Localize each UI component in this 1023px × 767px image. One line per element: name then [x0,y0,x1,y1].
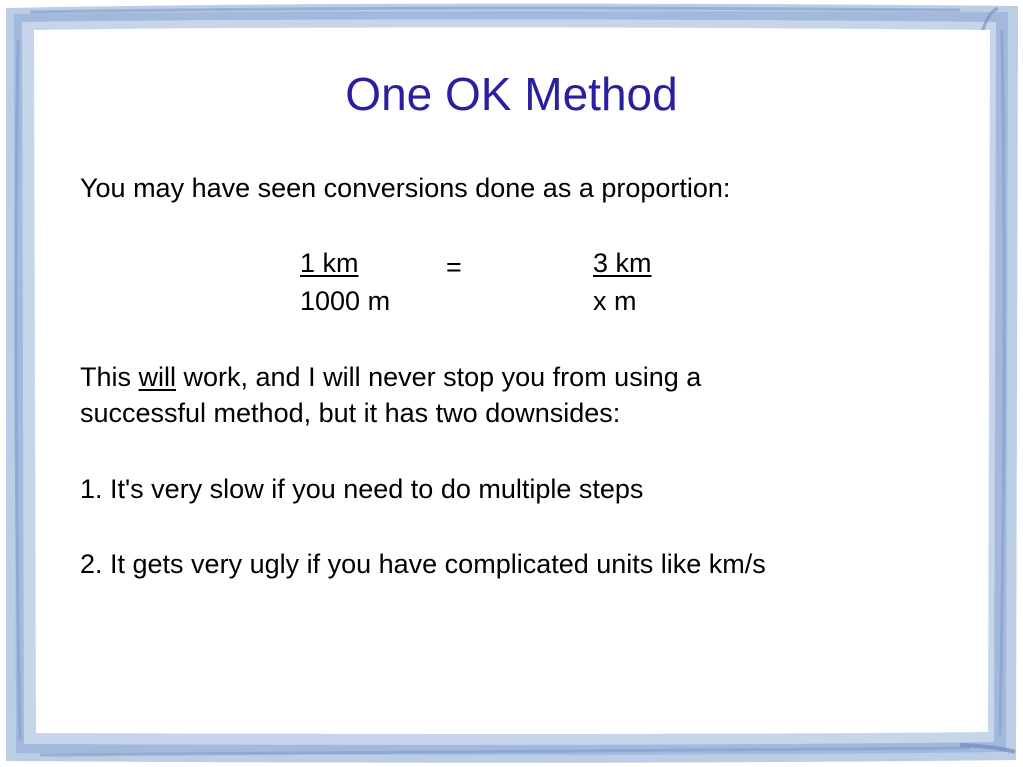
slide-title: One OK Method [345,68,678,120]
downside-point-2: 2. It gets very ugly if you have complicated units like km/s [80,549,766,579]
statement-part-1: This [80,362,139,392]
intro-text: You may have seen conversions done as a proportion: [80,173,731,203]
downside-point-1: 1. It's very slow if you need to do multiple steps [80,474,644,504]
statement-emphasis: will [138,362,177,392]
statement-line-2: successful method, but it has two downsides: [80,398,621,428]
statement-line-1 [80,360,701,394]
right-denominator: x m [593,286,637,316]
right-numerator: 3 km [593,248,652,278]
left-numerator: 1 km [300,248,359,278]
equals-sign: = [446,252,462,282]
left-denominator: 1000 m [300,286,391,316]
statement-part-2: work, and I will never stop you from using a [176,362,702,392]
